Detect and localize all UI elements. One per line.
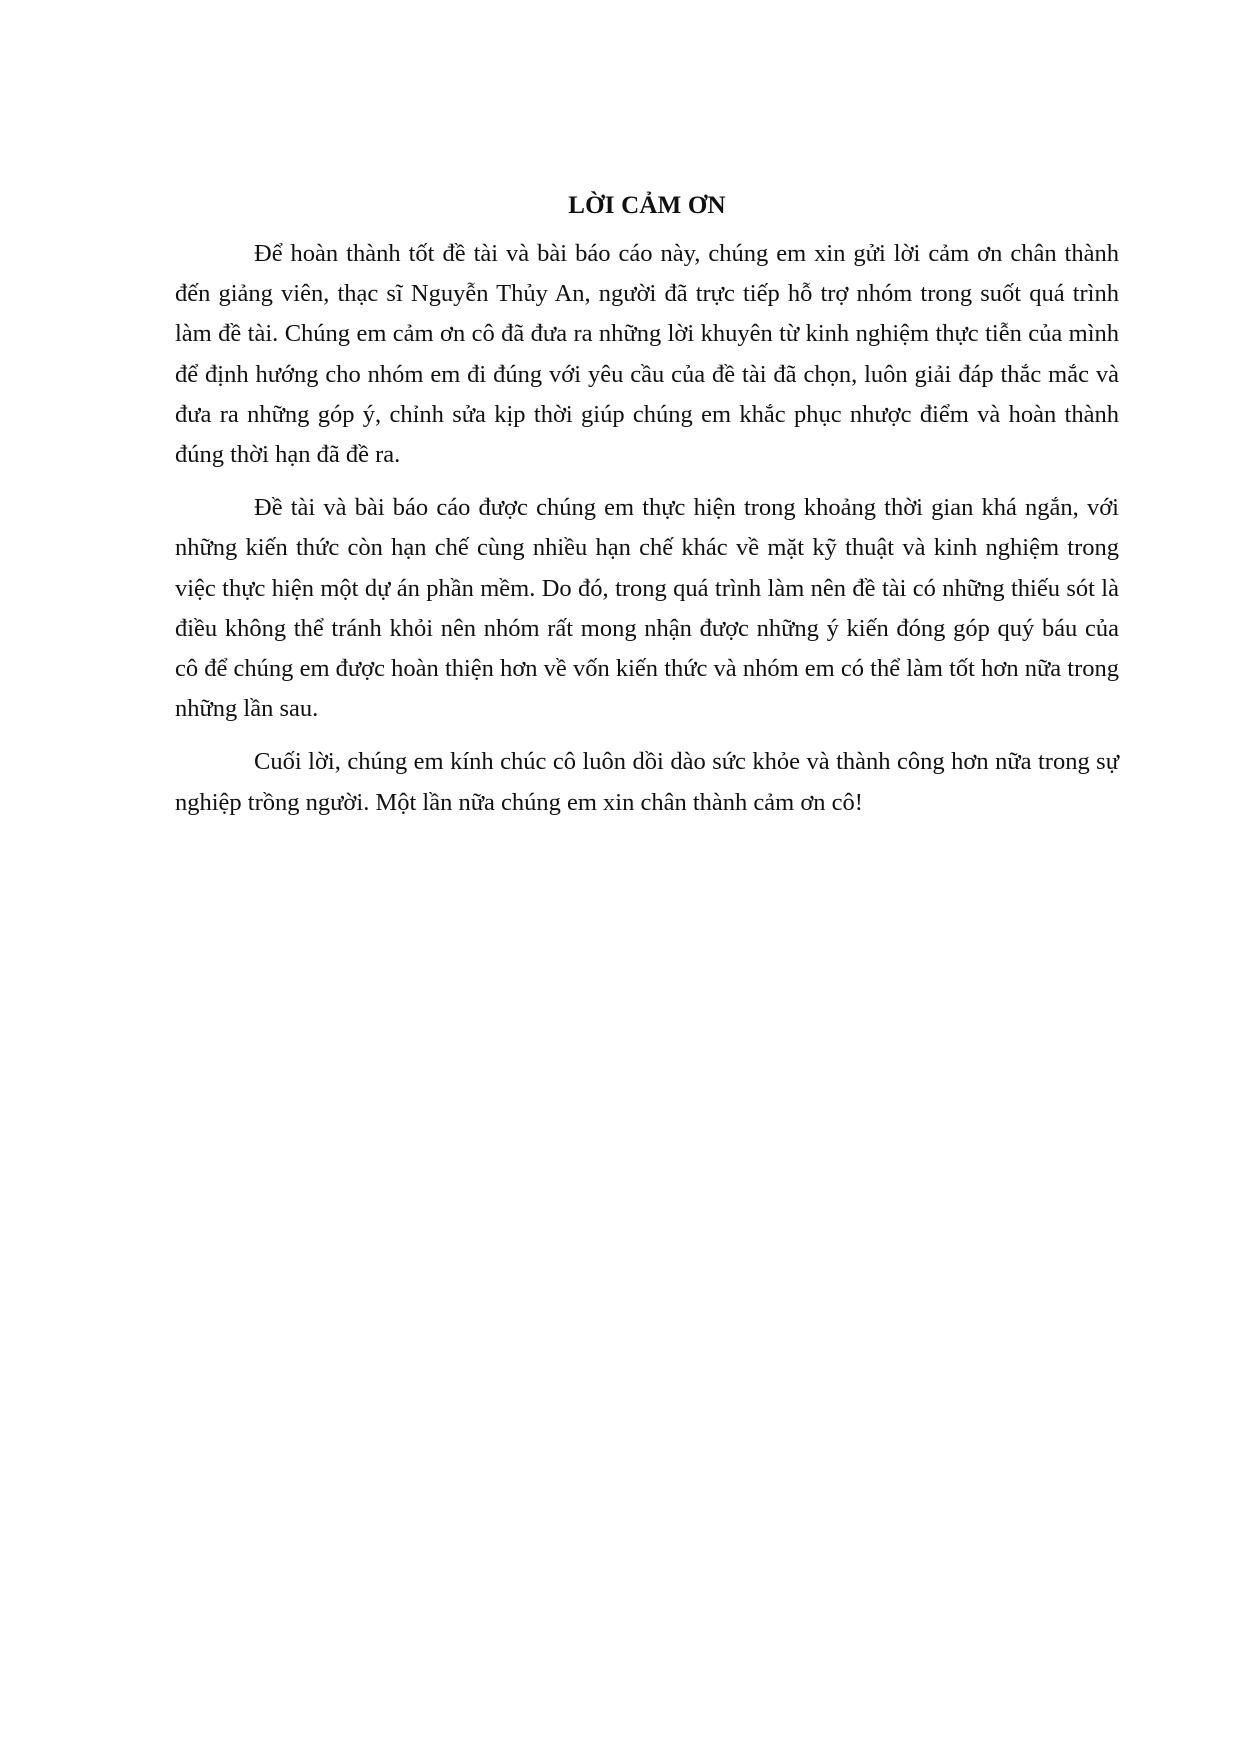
page-title: LỜI CẢM ƠN: [568, 192, 726, 219]
paragraph-acknowledgement-instructor: Để hoàn thành tốt đề tài và bài báo cáo này, chúng em xin gửi lời cảm ơn chân thành đến giảng viên, thạc sĩ Nguyễn Thủy An, người đã trực tiếp hỗ trợ nhóm trong suốt quá trình làm đề tài. Chúng em cảm ơn cô đã đưa ra những lời khuyên từ kinh nghiệm thực tiễn của mình để định hướng cho nhóm em đi đúng với yêu cầu của đề tài đã chọn, luôn giải đáp thắc mắc và đưa ra những góp ý, chỉnh sửa kịp thời giúp chúng em khắc phục nhược điểm và hoàn thành đúng thời hạn đã đề ra.: [175, 240, 1119, 469]
paragraph-closing-wishes: Cuối lời, chúng em kính chúc cô luôn dồi dào sức khỏe và thành công hơn nữa trong sự nghiệp trồng người. Một lần nữa chúng em xin chân thành cảm ơn cô!: [175, 748, 1119, 816]
document-body: [175, 186, 1119, 836]
paragraph-limitations: Đề tài và bài báo cáo được chúng em thực hiện trong khoảng thời gian khá ngắn, với những kiến thức còn hạn chế cùng nhiều hạn chế khác về mặt kỹ thuật và kinh nghiệm trong việc thực hiện một dự án phần mềm. Do đó, trong quá trình làm nên đề tài có những thiếu sót là điều không thể tránh khỏi nên nhóm rất mong nhận được những ý kiến đóng góp quý báu của cô để chúng em được hoàn thiện hơn về vốn kiến thức và nhóm em có thể làm tốt hơn nữa trong những lần sau.: [175, 494, 1119, 723]
